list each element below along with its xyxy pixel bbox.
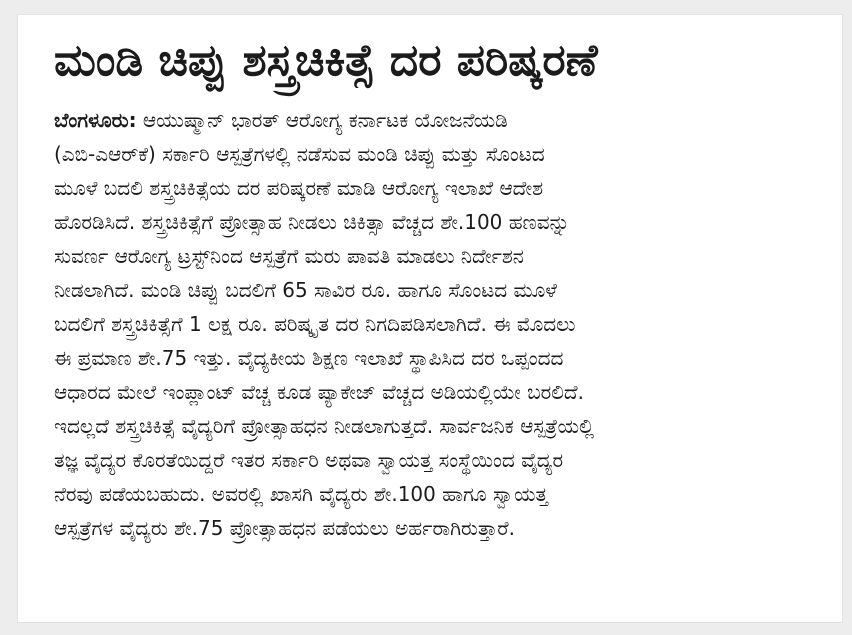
dateline: ಬೆಂಗಳೂರು: xyxy=(54,108,137,132)
article-line: ಮೂಳೆ ಬದಲಿ ಶಸ್ತ್ರಚಿಕಿತ್ಸೆಯ ದರ ಪರಿಷ್ಕರಣೆ ಮಾಡಿ ಆರೋಗ್ಯ ಇಲಾಖೆ ಆದೇಶ xyxy=(54,176,544,200)
article-line: ತಜ್ಞ ವೈದ್ಯರ ಕೊರತೆಯಿದ್ದರೆ ಇತರ ಸರ್ಕಾರಿ ಅಥವಾ ಸ್ವಾಯತ್ತ ಸಂಸ್ಥೆಯಿಂದ ವೈದ್ಯರ xyxy=(54,448,564,472)
article-line: ಸುವರ್ಣ ಆರೋಗ್ಯ ಟ್ರಸ್ಟ್‌ನಿಂದ ಆಸ್ಪತ್ರೆಗೆ ಮರು ಪಾವತಿ ಮಾಡಲು ನಿರ್ದೇಶನ xyxy=(54,244,524,268)
article-line: ಈ ಪ್ರಮಾಣ ಶೇ.75 ಇತ್ತು. ವೈದ್ಯಕೀಯ ಶಿಕ್ಷಣ ಇಲಾಖೆ ಸ್ಥಾಪಿಸಿದ ದರ ಒಪ್ಪಂದದ xyxy=(54,346,564,370)
article-line: ಹೊರಡಿಸಿದೆ. ಶಸ್ತ್ರಚಿಕಿತ್ಸೆಗೆ ಪ್ರೋತ್ಸಾಹ ನೀಡಲು ಚಿಕಿತ್ಸಾ ವೆಚ್ಚದ ಶೇ.100 ಹಣವನ್ನು xyxy=(54,210,570,234)
article-line: ನೆರವು ಪಡೆಯಬಹುದು. ಅವರಲ್ಲಿ ಖಾಸಗಿ ವೈದ್ಯರು ಶೇ.100 ಹಾಗೂ ಸ್ವಾಯತ್ತ xyxy=(54,482,548,506)
article-body xyxy=(54,103,834,545)
article-line: (ಎಬಿ-ಎಆರ್‌ಕೆ) ಸರ್ಕಾರಿ ಆಸ್ಪತ್ರೆಗಳಲ್ಲಿ ನಡೆಸುವ ಮಂಡಿ ಚಿಪ್ಪು ಮತ್ತು ಸೊಂಟದ xyxy=(54,142,545,166)
article-line: ಆಸ್ಪತ್ರೆಗಳ ವೈದ್ಯರು ಶೇ.75 ಪ್ರೋತ್ಸಾಹಧನ ಪಡೆಯಲು ಅರ್ಹರಾಗಿರುತ್ತಾರೆ. xyxy=(54,516,515,540)
article-line: ನೀಡಲಾಗಿದೆ. ಮಂಡಿ ಚಿಪ್ಪು ಬದಲಿಗೆ 65 ಸಾವಿರ ರೂ. ಹಾಗೂ ಸೊಂಟದ ಮೂಳೆ xyxy=(54,278,557,302)
headline: ಮಂಡಿ ಚಿಪ್ಪು ಶಸ್ತ್ರಚಿಕಿತ್ಸೆ ದರ ಪರಿಷ್ಕರಣೆ xyxy=(54,35,598,86)
article-line: ಬದಲಿಗೆ ಶಸ್ತ್ರಚಿಕಿತ್ಸೆಗೆ 1 ಲಕ್ಷ ರೂ. ಪರಿಷ್ಕೃತ ದರ ನಿಗದಿಪಡಿಸಲಾಗಿದೆ. ಈ ಮೊದಲು xyxy=(54,312,576,336)
news-clipping xyxy=(17,14,843,623)
article-line: ಆಧಾರದ ಮೇಲೆ ಇಂಪ್ಲಾಂಟ್ ವೆಚ್ಚ ಕೂಡ ಪ್ಯಾಕೇಜ್ ವೆಚ್ಚದ ಅಡಿಯಲ್ಲಿಯೇ ಬರಲಿದೆ. xyxy=(54,380,584,404)
article-line xyxy=(54,103,834,137)
article-line-text: ಆಯುಷ್ಮಾನ್ ಭಾರತ್ ಆರೋಗ್ಯ ಕರ್ನಾಟಕ ಯೋಜನೆಯಡಿ xyxy=(136,108,508,132)
article-line: ಇದಲ್ಲದೆ ಶಸ್ತ್ರಚಿಕಿತ್ಸೆ ವೈದ್ಯರಿಗೆ ಪ್ರೋತ್ಸಾಹಧನ ನೀಡಲಾಗುತ್ತದೆ. ಸಾರ್ವಜನಿಕ ಆಸ್ಪತ್ರೆಯಲ್ಲಿ xyxy=(54,414,595,438)
